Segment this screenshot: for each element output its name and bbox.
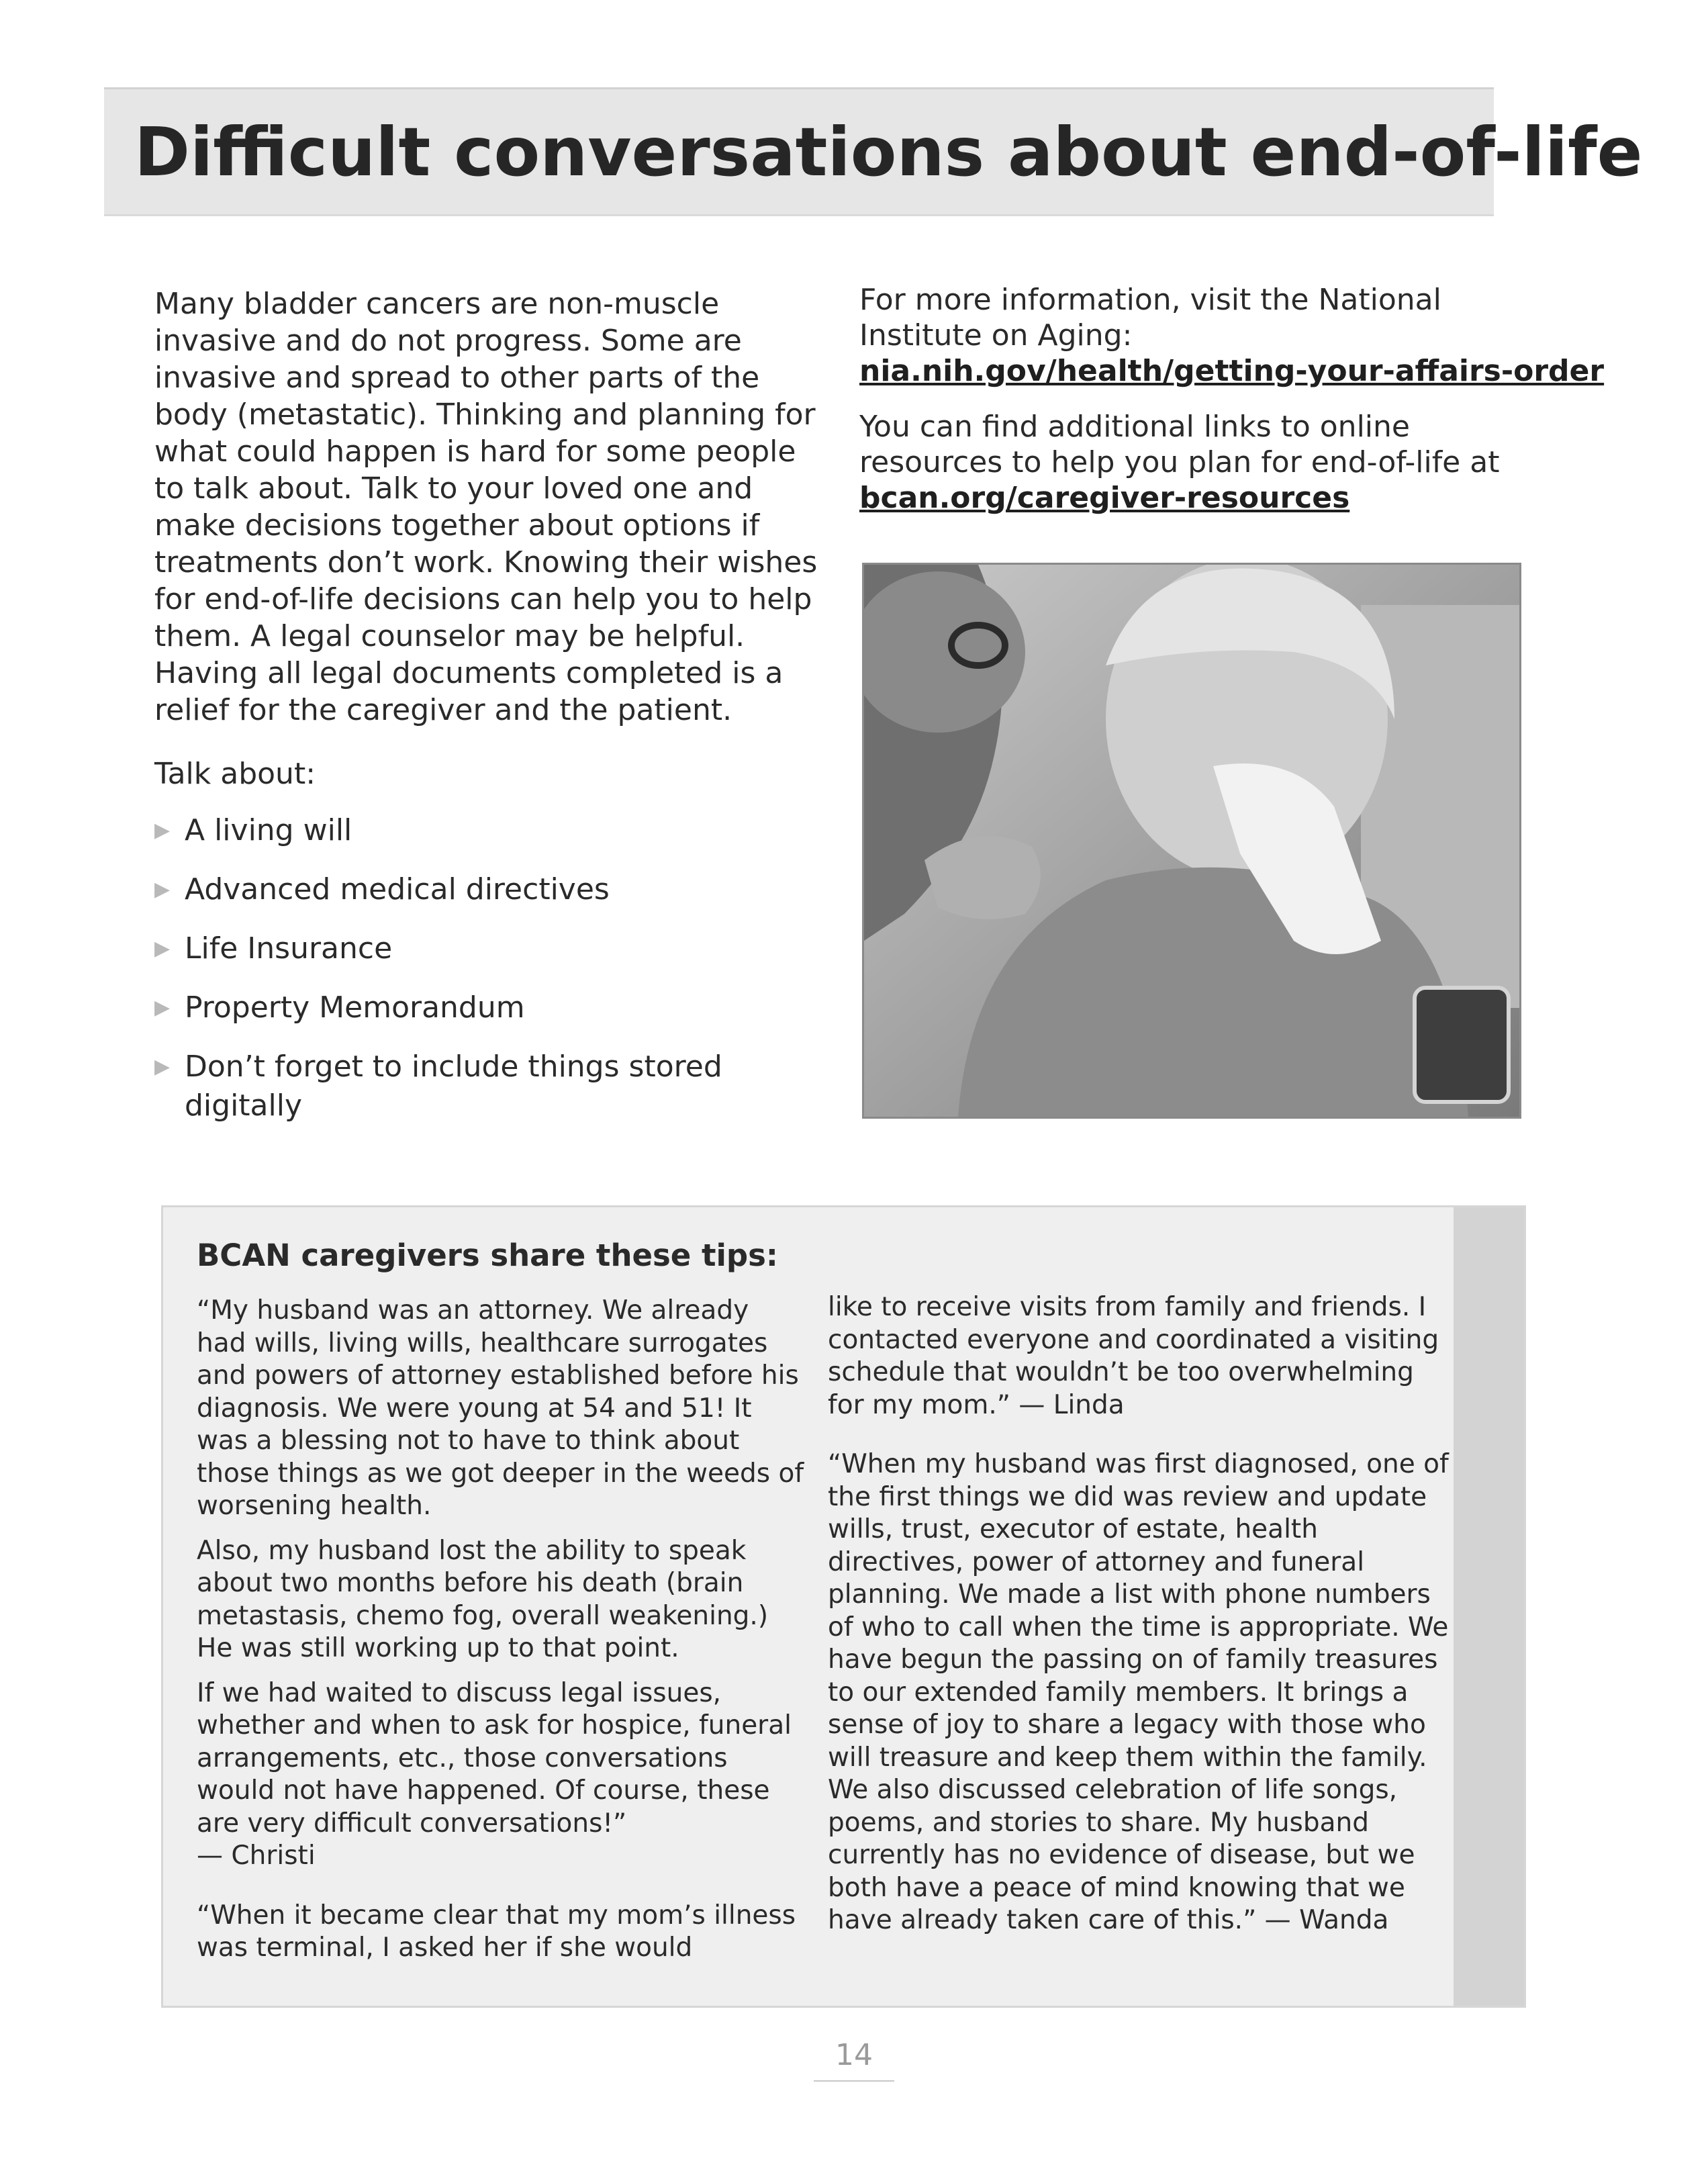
left-column — [154, 285, 826, 1146]
list-item: ▶ Don’t forget to include things stored digitally — [154, 1048, 826, 1125]
bcan-caregiver-link[interactable]: bcan.org/caregiver-resources — [859, 481, 1350, 515]
photo-illustration — [864, 565, 1519, 1117]
talk-about-label: Talk about: — [154, 757, 316, 791]
list-item: ▶ Property Memorandum — [154, 988, 826, 1027]
resources-text: You can find additional links to online resources to help you plan for end-of-life at — [859, 410, 1500, 479]
chevron-right-icon: ▶ — [154, 819, 171, 842]
quote-paragraph: “When it became clear that my mom’s illness was terminal, I asked her if she would — [197, 1900, 796, 1963]
tips-box-edge — [1454, 1207, 1524, 2006]
chevron-right-icon: ▶ — [154, 1055, 171, 1078]
tips-right-column — [828, 1291, 1452, 1937]
talk-about-list — [154, 811, 826, 1125]
caregiver-tips-box — [161, 1205, 1526, 2008]
list-item: ▶ A living will — [154, 811, 826, 850]
quote-paragraph: Also, my husband lost the ability to speak about two months before his death (brain metastasis, chemo fog, overall weakening.) He was still working up to that point. — [197, 1535, 769, 1663]
intro-paragraph: Many bladder cancers are non-muscle invasive and do not progress. Some are invasive and spread to other parts of the body (metastatic). Thinking and planning for what could happen is hard for some people to talk about. Talk to your loved one and make decisions together about options if treatments don’t work. Knowing their wishes for end-of-life decisions can help you to help them. A legal counselor may be helpful. Having all legal documents completed is a relief for the caregiver and the patient. — [154, 287, 818, 727]
info-paragraph — [859, 282, 1605, 389]
quote-paragraph: “My husband was an attorney. We already had wills, living wills, healthcare surrogates and powers of attorney established before his diagnosis. We were young at 54 and 51! It was a blessing not to have to think about those things as we got deeper in the weeds of worsening health. — [197, 1295, 804, 1521]
quote-paragraph: “When my husband was first diagnosed, one of the first things we did was review and update wills, trust, executor of estate, health directives, power of attorney and funeral planning. We made a list with phone numbers of who to call when the time is appropriate. We have begun the passing on of family treasures to our extended family members. It brings a sense of joy to share a legacy with those who will treasure and keep them within the family. We also discussed celebration of life songs, poems, and stories to share. My husband currently has no evidence of disease, but we both have a peace of mind knowing that we have already taken care of this.” — Wanda — [828, 1449, 1449, 1935]
right-column — [859, 282, 1605, 516]
quote-paragraph: If we had waited to discuss legal issues, whether and when to ask for hospice, funeral arrangements, etc., those conversations would not have happened. Of course, these are very difficult conversations!” — [197, 1677, 792, 1839]
list-item: ▶ Life Insurance — [154, 929, 826, 968]
page-number: 14 — [814, 2038, 894, 2082]
chevron-right-icon: ▶ — [154, 937, 171, 960]
tips-left-column — [197, 1295, 804, 1965]
resources-paragraph — [859, 409, 1517, 516]
quote-paragraph: like to receive visits from family and friends. I contacted everyone and coordinated a visiting schedule that wouldn’t be too overwhelming for my mom.” — Linda — [828, 1292, 1439, 1420]
page-title: Difficult conversations about end-of-life — [134, 113, 1643, 191]
caregiver-photo — [862, 563, 1521, 1119]
nia-link[interactable]: nia.nih.gov/health/getting-your-affairs-order — [859, 354, 1605, 388]
info-text: For more information, visit the National Institute on Aging: — [859, 283, 1441, 353]
list-item: ▶ Advanced medical directives — [154, 870, 826, 909]
tips-heading: BCAN caregivers share these tips: — [197, 1238, 778, 1273]
quote-attribution: — Christi — [197, 1841, 316, 1871]
chevron-right-icon: ▶ — [154, 878, 171, 901]
chevron-right-icon: ▶ — [154, 996, 171, 1019]
